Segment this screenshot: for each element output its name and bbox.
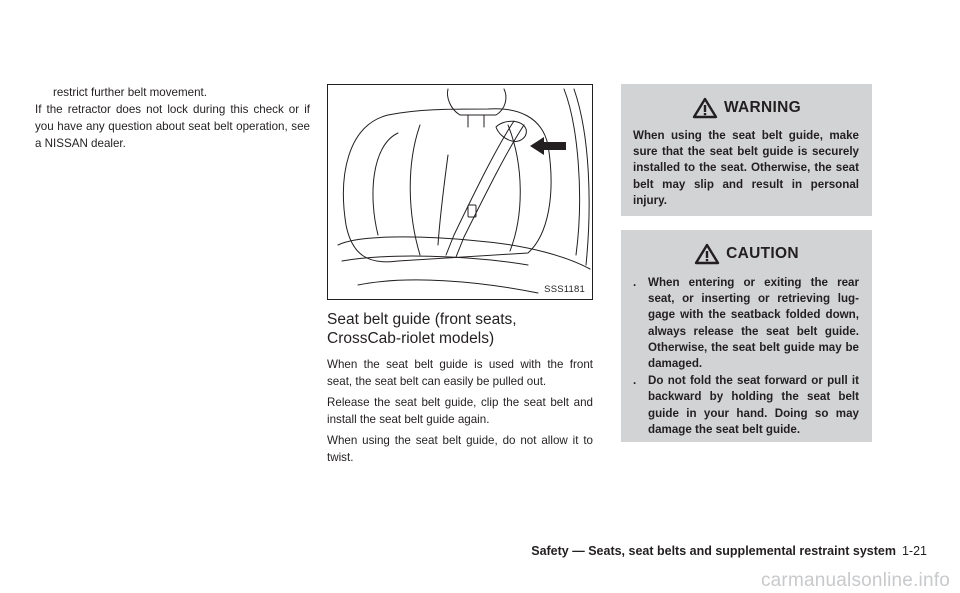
caution-list-item bbox=[633, 275, 859, 372]
warning-box bbox=[621, 84, 872, 216]
caution-list-item bbox=[633, 373, 859, 438]
page-footer bbox=[531, 544, 927, 558]
warning-header bbox=[621, 84, 872, 128]
seat-belt-guide-illustration bbox=[327, 84, 593, 300]
caution-item-text: Do not fold the seat forward or pull it backward by holding the seat belt guide in your hand. Doing so may damage the seat belt guide. bbox=[648, 374, 859, 436]
section-paragraph-2: Release the seat belt guide, clip the seat belt and install the seat belt guide again. bbox=[327, 396, 593, 426]
headrest-outline bbox=[448, 89, 506, 115]
figure-id-label: SSS1181 bbox=[544, 284, 585, 295]
bullet-marker: . bbox=[633, 276, 637, 289]
caution-box bbox=[621, 230, 872, 442]
caution-header bbox=[621, 230, 872, 274]
dealer-paragraph: If the retractor does not lock during this check or if you have any question about seat belt operation, see a NISSAN dealer. bbox=[35, 103, 310, 150]
caution-title: CAUTION bbox=[726, 245, 799, 262]
page-number: 1-21 bbox=[901, 544, 927, 558]
seatback-inner bbox=[373, 125, 520, 255]
arrow-left-icon bbox=[528, 135, 568, 157]
caution-list bbox=[621, 275, 872, 438]
headrest-stem bbox=[468, 115, 484, 127]
seat-illustration-drawing bbox=[328, 85, 593, 300]
section-heading: Seat belt guide (front seats, CrossCab-riolet models) bbox=[327, 311, 517, 347]
section-paragraph-1: When the seat belt guide is used with the front seat, the seat belt can easily be pulled out. bbox=[327, 358, 593, 388]
warning-triangle-icon bbox=[694, 243, 720, 265]
left-column bbox=[35, 84, 310, 152]
door-frame bbox=[564, 89, 589, 265]
seat-belt-lower bbox=[438, 155, 448, 245]
section-paragraph-3: When using the seat belt guide, do not allow it to twist. bbox=[327, 434, 593, 464]
bullet-marker: . bbox=[633, 374, 637, 388]
continued-paragraph: restrict further belt movement. bbox=[53, 86, 207, 99]
warning-triangle-icon bbox=[692, 97, 718, 119]
warning-title: WARNING bbox=[723, 99, 801, 116]
caution-item-text: When entering or exiting the rear seat, or inserting or retrieving lug-gage with the seatback folded down, always release the seat belt guide. Otherwise, the seat belt guide may be damaged. bbox=[648, 276, 859, 371]
footer-section-title: Safety — Seats, seat belts and supplemental restraint system bbox=[531, 544, 896, 558]
warning-text: When using the seat belt guide, make sure that the seat belt guide is securely installed to the seat. Otherwise, the seat belt may slip and result in personal injury. bbox=[633, 129, 859, 207]
belt-guide-loop bbox=[496, 121, 526, 141]
middle-column bbox=[327, 84, 593, 470]
watermark: carmanualsonline.info bbox=[760, 570, 950, 591]
